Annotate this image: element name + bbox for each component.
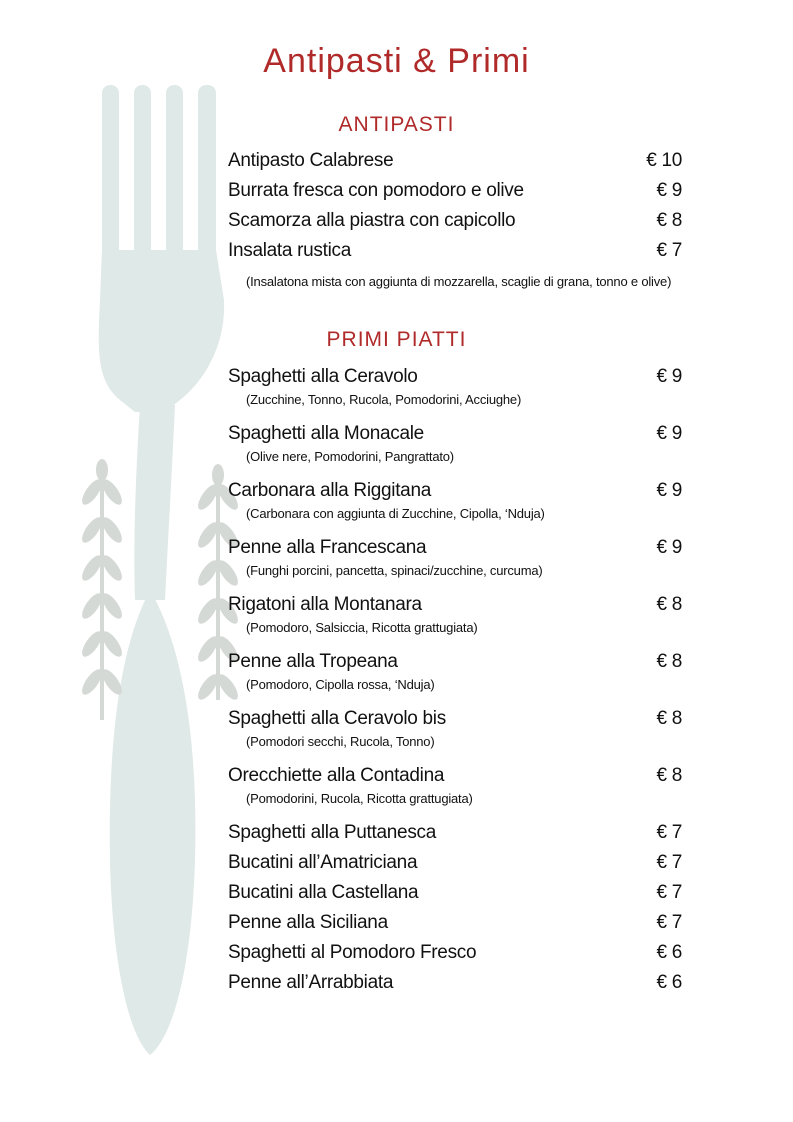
menu-item-name: Spaghetti alla Ceravolo bis <box>228 708 446 729</box>
section-heading-primi: PRIMI PIATTI <box>326 328 467 351</box>
menu-item <box>228 210 682 236</box>
menu-item-price: € 7 <box>656 882 682 903</box>
menu-item-price: € 6 <box>656 942 682 963</box>
menu-item-price: € 9 <box>656 480 682 501</box>
menu-item <box>228 708 682 734</box>
page-title: Antipasti & Primi <box>263 42 530 80</box>
menu-item <box>228 972 682 998</box>
menu-item <box>228 765 682 791</box>
menu-item-name: Rigatoni alla Montanara <box>228 594 422 615</box>
menu-item-price: € 8 <box>656 594 682 615</box>
menu-item-name: Bucatini all’Amatriciana <box>228 852 418 873</box>
menu-item-name: Scamorza alla piastra con capicollo <box>228 210 516 231</box>
menu-item-price: € 8 <box>656 210 682 231</box>
menu-item-name: Orecchiette alla Contadina <box>228 765 445 786</box>
menu-item <box>228 912 682 938</box>
menu-item-name: Penne alla Tropeana <box>228 651 398 672</box>
menu-item-price: € 8 <box>656 765 682 786</box>
menu-item <box>228 480 682 506</box>
menu-item-price: € 7 <box>656 240 682 261</box>
menu-item <box>228 366 682 392</box>
menu-item <box>228 240 682 266</box>
menu-item <box>228 942 682 968</box>
menu-item-price: € 7 <box>656 822 682 843</box>
menu-item <box>228 594 682 620</box>
menu-item-price: € 9 <box>656 423 682 444</box>
menu-item-note: (Carbonara con aggiunta di Zucchine, Cipolla, ‘Nduja) <box>246 506 545 521</box>
menu-item-name: Spaghetti alla Puttanesca <box>228 822 436 843</box>
menu-item-price: € 9 <box>656 180 682 201</box>
menu-item <box>228 882 682 908</box>
menu-item-name: Penne alla Siciliana <box>228 912 388 933</box>
menu-item <box>228 822 682 848</box>
menu-item-price: € 9 <box>656 366 682 387</box>
menu-item-name: Penne alla Francescana <box>228 537 427 558</box>
menu-item <box>228 651 682 677</box>
menu-item-price: € 6 <box>656 972 682 993</box>
menu-item-price: € 8 <box>656 651 682 672</box>
menu-item-note: (Insalatona mista con aggiunta di mozzarella, scaglie di grana, tonno e olive) <box>246 274 672 289</box>
menu-item <box>228 852 682 878</box>
menu-item-price: € 9 <box>656 537 682 558</box>
menu-item-name: Spaghetti al Pomodoro Fresco <box>228 942 477 963</box>
menu-item-name: Spaghetti alla Ceravolo <box>228 366 418 387</box>
menu-item-note: (Pomodori secchi, Rucola, Tonno) <box>246 734 435 749</box>
section-heading-antipasti: ANTIPASTI <box>338 113 455 136</box>
menu-item-note: (Pomodoro, Cipolla rossa, ‘Nduja) <box>246 677 435 692</box>
menu-item <box>228 150 682 176</box>
menu-item-name: Antipasto Calabrese <box>228 150 394 171</box>
menu-item-price: € 7 <box>656 852 682 873</box>
menu-item-note: (Zucchine, Tonno, Rucola, Pomodorini, Acciughe) <box>246 392 522 407</box>
menu-item <box>228 537 682 563</box>
menu-item-name: Penne all’Arrabbiata <box>228 972 394 993</box>
menu-item-name: Insalata rustica <box>228 240 351 261</box>
menu-item-note: (Pomodoro, Salsiccia, Ricotta grattugiata) <box>246 620 478 635</box>
menu-item-note: (Funghi porcini, pancetta, spinaci/zucchine, curcuma) <box>246 563 543 578</box>
menu-item-price: € 7 <box>656 912 682 933</box>
menu-item-name: Carbonara alla Riggitana <box>228 480 431 501</box>
menu-item-name: Burrata fresca con pomodoro e olive <box>228 180 524 201</box>
menu-item-note: (Olive nere, Pomodorini, Pangrattato) <box>246 449 454 464</box>
olive-branch-icon <box>78 459 125 720</box>
menu-item-note: (Pomodorini, Rucola, Ricotta grattugiata) <box>246 791 473 806</box>
menu-item-name: Spaghetti alla Monacale <box>228 423 424 444</box>
menu-item-price: € 8 <box>656 708 682 729</box>
menu-item-price: € 10 <box>646 150 682 171</box>
menu-item-name: Bucatini alla Castellana <box>228 882 419 903</box>
menu-item <box>228 423 682 449</box>
menu-item <box>228 180 682 206</box>
